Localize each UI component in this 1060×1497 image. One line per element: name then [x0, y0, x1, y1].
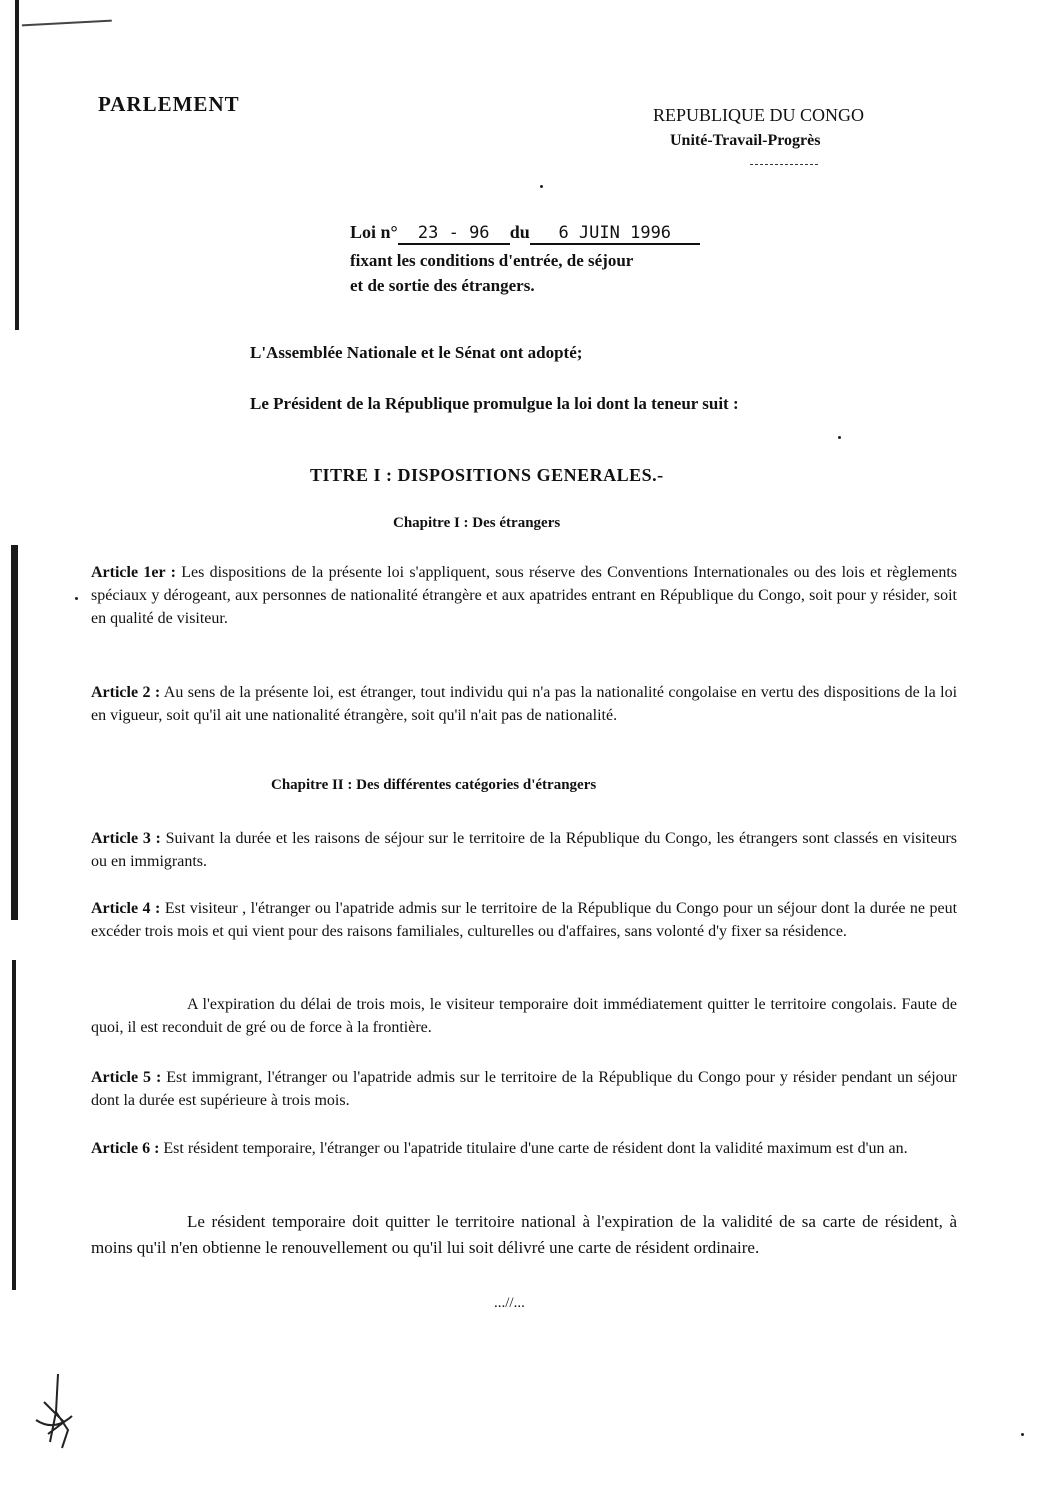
- scan-speck: [1021, 1433, 1024, 1436]
- article-3: [91, 827, 957, 873]
- scan-speck: [75, 597, 78, 600]
- law-subtitle-line: et de sortie des étrangers.: [350, 276, 535, 295]
- article-label: Article 5 :: [91, 1069, 162, 1086]
- scan-edge-mark: [15, 0, 19, 330]
- article-text: Au sens de la présente loi, est étranger, tout individu qui n'a pas la nationalité congolaise en vertu des dispositions de la loi en vigueur, soit qu'il ait une nationalité étrangère, soit qu'il n'ait pas de nationalité.: [91, 684, 958, 724]
- article-label: Article 3 :: [91, 830, 161, 847]
- scan-scribble: [22, 20, 112, 33]
- country-motto: Unité-Travail-Progrès: [670, 132, 821, 149]
- law-subtitle-line: fixant les conditions d'entrée, de séjour: [350, 251, 634, 270]
- law-reference: [350, 222, 700, 245]
- chapter-heading: Chapitre II : Des différentes catégories d'étrangers: [271, 777, 597, 793]
- law-date: 6 JUIN 1996: [530, 223, 700, 245]
- article-5: [91, 1066, 957, 1112]
- scan-speck: [838, 436, 841, 439]
- motto-divider: [750, 164, 818, 165]
- article-text: Est résident temporaire, l'étranger ou l'apatride titulaire d'une carte de résident dont la validité maximum est d'un an.: [163, 1140, 908, 1157]
- article-4-paragraph-2: A l'expiration du délai de trois mois, le visiteur temporaire doit immédiatement quitter le territoire congolais. Faute de quoi, il est reconduit de gré ou de force à la frontière.: [91, 996, 957, 1036]
- article-label: Article 2 :: [91, 684, 161, 701]
- article-4: [91, 897, 957, 943]
- article-label: Article 1er :: [91, 564, 176, 581]
- scan-edge-mark: [11, 545, 18, 920]
- title-heading: TITRE I : DISPOSITIONS GENERALES.-: [310, 465, 664, 485]
- issuer-label: PARLEMENT: [98, 92, 240, 116]
- law-du: du: [509, 222, 530, 242]
- law-prefix: Loi n°: [350, 222, 398, 242]
- article-label: Article 4 :: [91, 900, 161, 917]
- page-continuation-mark: ...//...: [494, 1295, 525, 1311]
- article-1: [91, 561, 957, 630]
- article-6-paragraph-2: Le résident temporaire doit quitter le territoire national à l'expiration de la validité de sa carte de résident, à moins qu'il n'en obtienne le renouvellement ou qu'il lui soit délivré une carte de résident ordinaire.: [91, 1212, 957, 1257]
- article-6: [91, 1137, 957, 1160]
- article-text: Suivant la durée et les raisons de séjour sur le territoire de la République du Congo, les étrangers sont classés en visiteurs ou en immigrants.: [91, 830, 958, 870]
- law-number: 23 - 96: [398, 223, 510, 245]
- preamble-line: Le Président de la République promulgue la loi dont la teneur suit :: [250, 394, 739, 413]
- scan-speck: [540, 185, 543, 188]
- country-title: REPUBLIQUE DU CONGO: [653, 105, 864, 125]
- scan-edge-mark: [12, 960, 16, 1290]
- article-text: Est immigrant, l'étranger ou l'apatride admis sur le territoire de la République du Congo pour y résider pendant un séjour dont la durée est supérieure à trois mois.: [91, 1069, 958, 1109]
- article-label: Article 6 :: [91, 1140, 160, 1157]
- signature-initials: [28, 1372, 84, 1452]
- article-text: Est visiteur , l'étranger ou l'apatride admis sur le territoire de la République du Congo pour un séjour dont la durée ne peut excéder trois mois et qui vient pour des raisons familiales, culturelles ou d'affaires, sans volonté d'y fixer sa résidence.: [91, 900, 958, 940]
- chapter-heading: Chapitre I : Des étrangers: [393, 515, 561, 531]
- article-2: [91, 681, 957, 727]
- article-text: Les dispositions de la présente loi s'appliquent, sous réserve des Conventions Internationales ou des lois et règlements spéciaux y dérogeant, aux personnes de nationalité étrangère et aux apatrides entrant en République du Congo, soit pour y résider, soit en qualité de visiteur.: [91, 564, 958, 627]
- preamble-line: L'Assemblée Nationale et le Sénat ont adopté;: [250, 343, 583, 362]
